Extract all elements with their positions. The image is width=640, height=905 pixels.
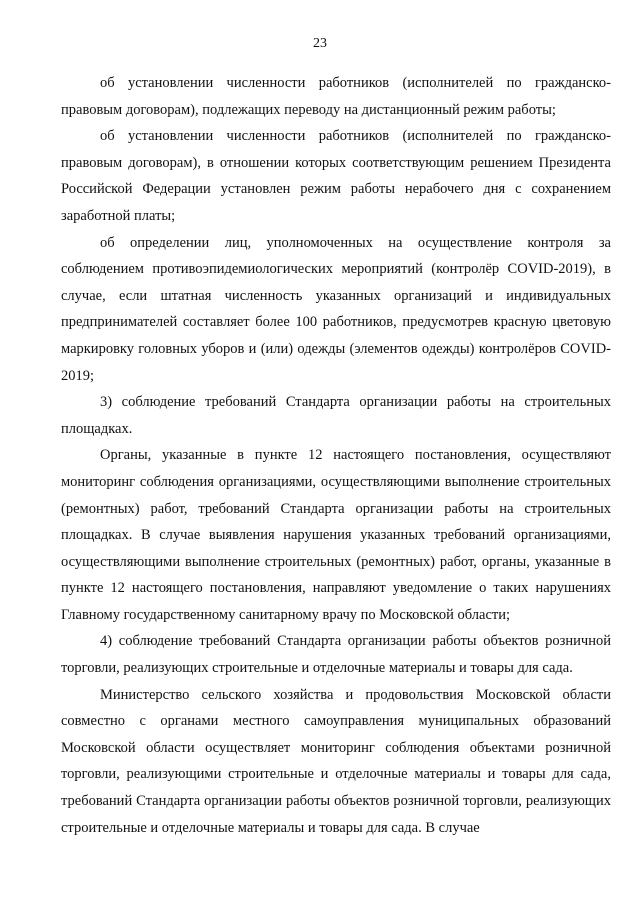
paragraph-item-3: 3) соблюдение требований Стандарта организации работы на строительных площадках.	[61, 394, 611, 437]
paragraph-non-working-day: об установлении численности работников (исполнителей по гражданско-правовым договорам), в отношении которых соответствующим решением Президента Российской Федерации установлен режим работы нерабочего дня с сохранением заработной платы;	[61, 128, 611, 224]
paragraph-remote-work: об установлении численности работников (исполнителей по гражданско-правовым договорам), подлежащих переводу на дистанционный режим работы;	[61, 75, 611, 118]
page-number: 23	[313, 36, 327, 51]
paragraph-item-4: 4) соблюдение требований Стандарта организации работы объектов розничной торговли, реализующих строительные и отделочные материалы и товары для сада.	[61, 633, 611, 677]
paragraph-construction-monitoring: Органы, указанные в пункте 12 настоящего постановления, осуществляют мониторинг соблюдения организациями, осуществляющими выполнение строительных (ремонтных) работ, требований Стандарта организации работы на строительных площадках. В случае выявления нарушения указанных требований организациями, осуществляющими выполнение строительных (ремонтных) работ, органы, указанные в пункте 12 настоящего постановления, направляют уведомление о таких нарушениях Главному государственному санитарному врачу по Московской области;	[61, 447, 611, 623]
document-body	[61, 70, 611, 841]
paragraph-covid-controller: об определении лиц, уполномоченных на осуществление контроля за соблюдением противоэпидемиологических мероприятий (контролёр COVID-2019), в случае, если штатная численность указанных организаций и индивидуальных предпринимателей составляет более 100 работников, предусмотрев красную цветовую маркировку головных уборов и (или) одежды (элементов одежды) контролёров COVID-2019;	[61, 234, 611, 384]
paragraph-ministry-monitoring: Министерство сельского хозяйства и продовольствия Московской области совместно с органами местного самоуправления муниципальных образований Московской области осуществляет мониторинг соблюдения объектами розничной торговли, реализующими строительные и отделочные материалы и товары для сада, требований Стандарта организации работы объектов розничной торговли, реализующих строительные и отделочные материалы и товары для сада. В случае	[61, 686, 611, 836]
